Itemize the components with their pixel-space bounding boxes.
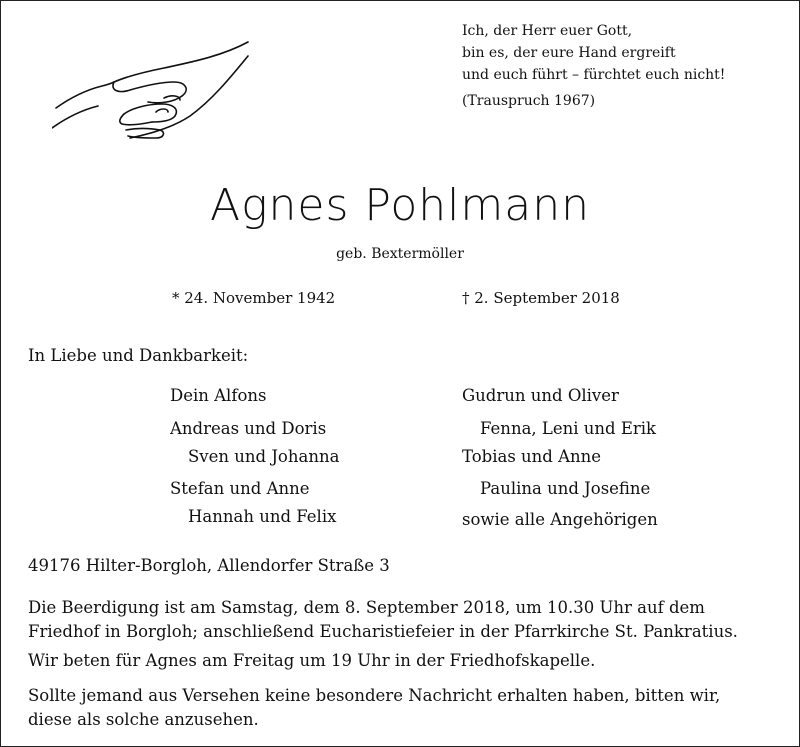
family-member: Paulina und Josefine [480,479,651,498]
verse-line: und euch führt – fürchtet euch nicht! [462,67,726,83]
family-member: Andreas und Doris [170,419,327,438]
verse-line: Ich, der Herr euer Gott, [462,23,633,39]
family-member: Stefan und Anne [170,479,310,498]
deceased-name: Agnes Pohlmann [210,180,590,231]
death-date: † 2. September 2018 [462,289,620,307]
family-member: Fenna, Leni und Erik [480,419,657,438]
address: 49176 Hilter-Borgloh, Allendorfer Straße 3 [28,556,390,575]
family-member: Gudrun und Oliver [462,386,619,405]
funeral-line: Die Beerdigung ist am Samstag, dem 8. September 2018, um 10.30 Uhr auf dem [28,598,705,617]
closing-line: Sollte jemand aus Versehen keine besondere Nachricht erhalten haben, bitten wir, [28,686,721,705]
prayer-text: Wir beten für Agnes am Freitag um 19 Uhr in der Friedhofskapelle. [28,651,596,670]
hands-illustration [52,38,252,158]
birth-date: * 24. November 1942 [172,289,336,307]
family-member: Hannah und Felix [188,507,337,526]
family-member: Dein Alfons [170,386,267,405]
family-member: Tobias und Anne [462,447,602,466]
funeral-line: Friedhof in Borgloh; anschließend Eucharistiefeier in der Pfarrkirche St. Pankratius. [28,622,738,641]
verse-line: bin es, der eure Hand ergreift [462,45,676,61]
maiden-name: geb. Bextermöller [336,246,464,262]
family-member: Sven und Johanna [188,447,340,466]
family-member: sowie alle Angehörigen [462,510,658,529]
intro-text: In Liebe und Dankbarkeit: [28,346,249,365]
closing-line: diese als solche anzusehen. [28,710,259,729]
verse-citation: (Trauspruch 1967) [462,93,596,109]
